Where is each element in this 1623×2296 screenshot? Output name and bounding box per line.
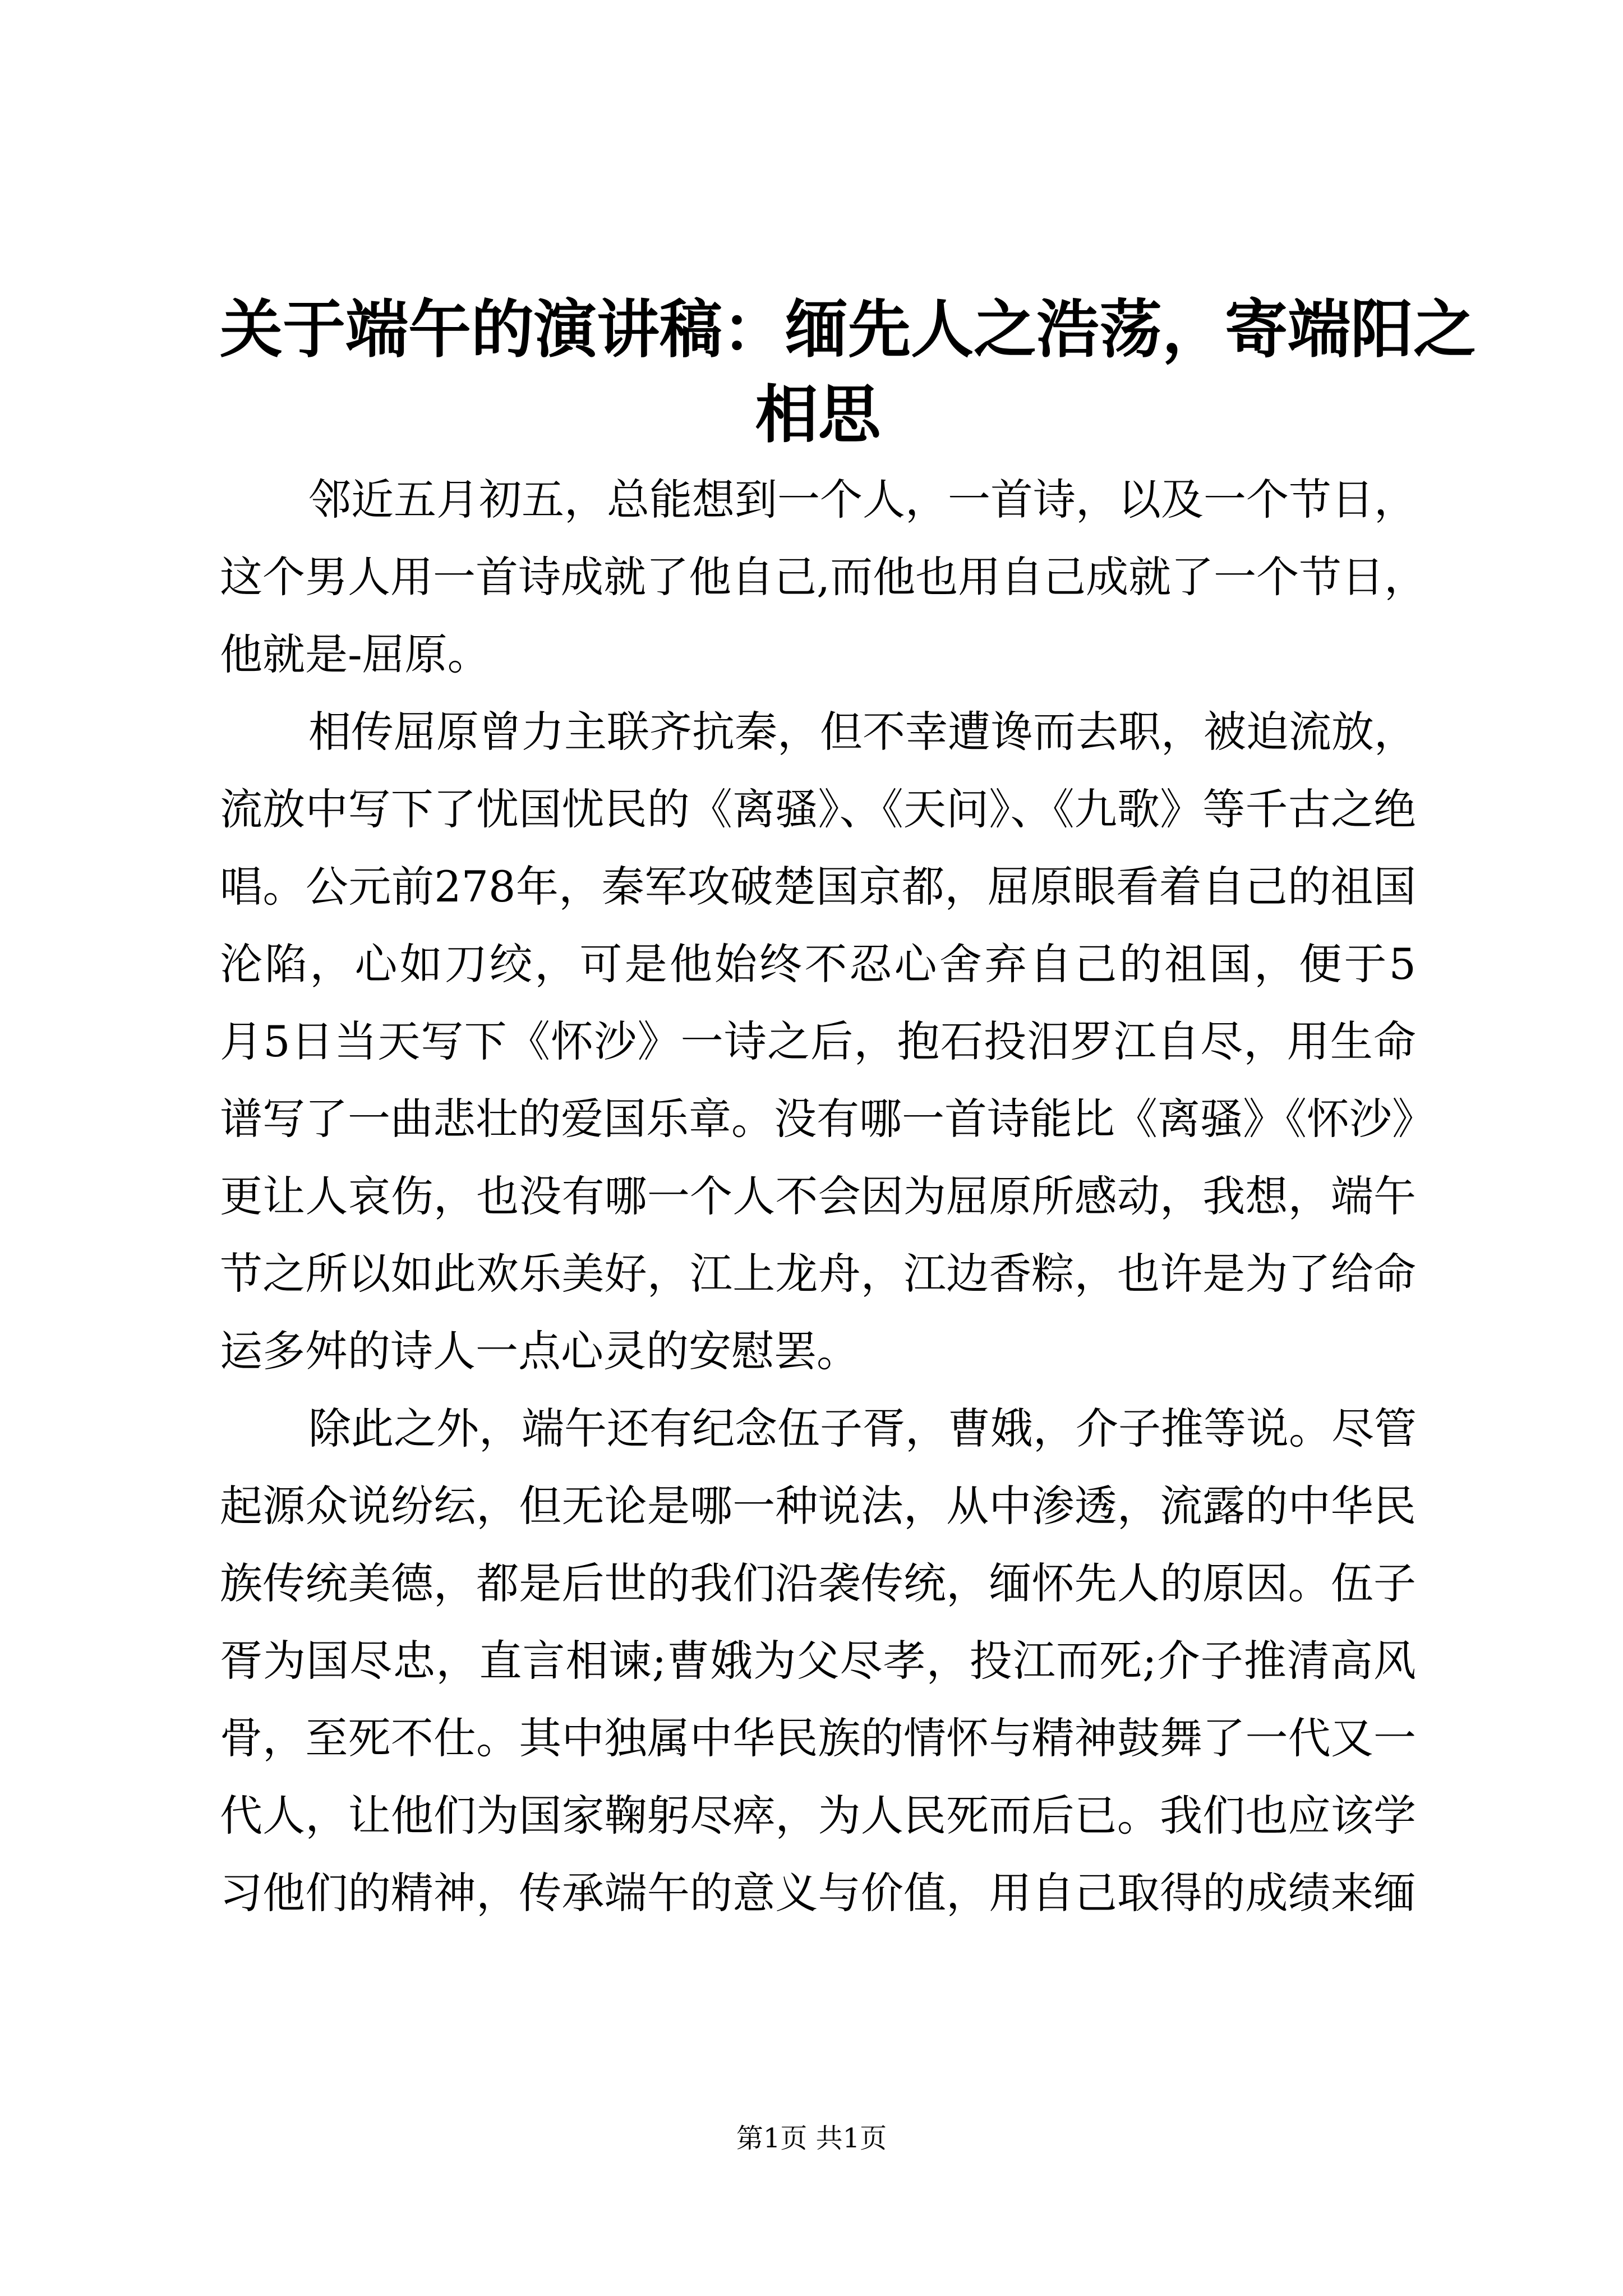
paragraph-2-line: 流放中写下了忧国忧民的《离骚》、《天问》、《九歌》等千古之绝 bbox=[220, 784, 1416, 834]
paragraph-2-line: 谱写了一曲悲壮的爱国乐章。没有哪一首诗能比《离骚》《怀沙》 bbox=[220, 1094, 1435, 1144]
document-body bbox=[220, 461, 1435, 1932]
paragraph-2-line: 唱。公元前278年，秦军攻破楚国京都，屈原眼看着自己的祖国 bbox=[220, 862, 1416, 912]
document-title-line-1: 关于端午的演讲稿：缅先人之浩荡，寄端阳之 bbox=[220, 293, 1476, 366]
paragraph-1-line: 邻近五月初五，总能想到一个人，一首诗，以及一个节日， bbox=[308, 475, 1417, 524]
paragraph-1-line: 他就是-屈原。 bbox=[220, 629, 490, 679]
paragraph-3-line: 起源众说纷纭，但无论是哪一种说法，从中渗透，流露的中华民 bbox=[220, 1481, 1416, 1531]
paragraph-3-line: 习他们的精神，传承端午的意义与价值，用自己取得的成绩来缅 bbox=[220, 1868, 1416, 1918]
paragraph-2-line: 节之所以如此欢乐美好，江上龙舟，江边香粽，也许是为了给命 bbox=[220, 1249, 1416, 1299]
page-number-footer: 第1页 共1页 bbox=[736, 2123, 887, 2154]
paragraph-1-line: 这个男人用一首诗成就了他自己,而他也用自己成就了一个节日， bbox=[220, 552, 1427, 602]
paragraph-3-line: 代人，让他们为国家鞠躬尽瘁，为人民死而后已。我们也应该学 bbox=[220, 1791, 1416, 1841]
paragraph-2-line: 更让人哀伤，也没有哪一个人不会因为屈原所感动，我想，端午 bbox=[220, 1171, 1416, 1221]
paragraph-2-line: 月5日当天写下《怀沙》一诗之后，抱石投汨罗江自尽，用生命 bbox=[220, 1016, 1416, 1066]
paragraph-2-line: 运多舛的诗人一点心灵的安慰罢。 bbox=[220, 1326, 859, 1376]
paragraph-3-line: 胥为国尽忠，直言相谏;曹娥为父尽孝，投江而死;介子推清高风 bbox=[220, 1636, 1416, 1686]
paragraph-3-line: 骨，至死不仕。其中独属中华民族的情怀与精神鼓舞了一代又一 bbox=[220, 1713, 1416, 1763]
paragraph-2-line: 沦陷，心如刀绞，可是他始终不忍心舍弃自己的祖国，便于5 bbox=[220, 939, 1416, 989]
document-title-line-2: 相思 bbox=[755, 378, 881, 452]
paragraph-2-line: 相传屈原曾力主联齐抗秦，但不幸遭谗而去职，被迫流放， bbox=[308, 707, 1417, 757]
paragraph-3-line: 族传统美德，都是后世的我们沿袭传统，缅怀先人的原因。伍子 bbox=[220, 1558, 1416, 1608]
paragraph-3-line: 除此之外，端午还有纪念伍子胥，曹娥，介子推等说。尽管 bbox=[308, 1404, 1417, 1453]
